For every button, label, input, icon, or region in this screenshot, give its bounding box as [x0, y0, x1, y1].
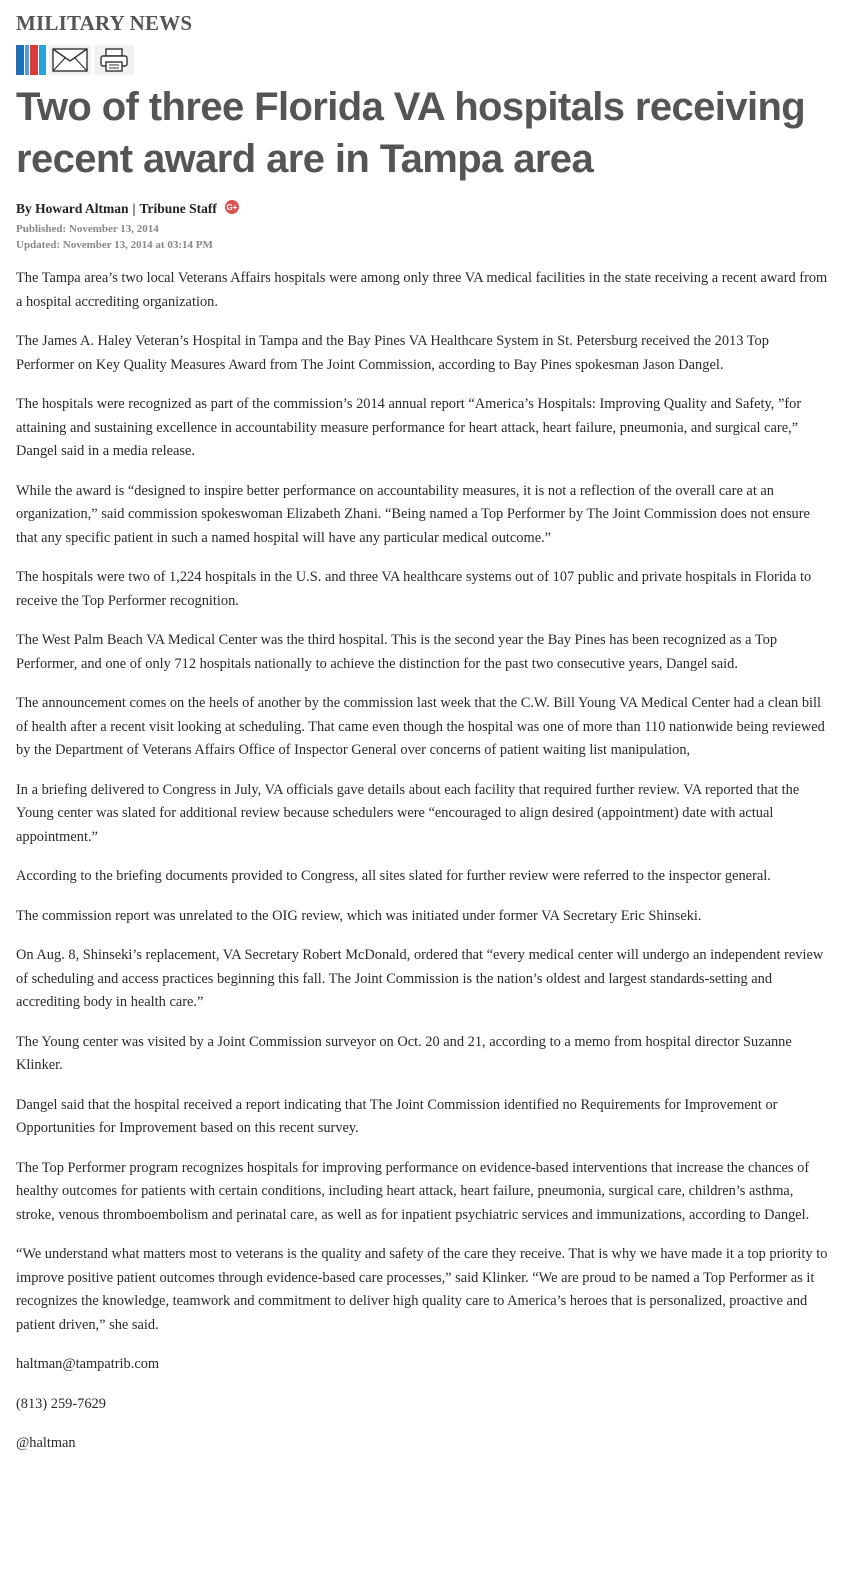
paragraph: Dangel said that the hospital received a report indicating that The Joint Commission identified no Requirements for Improvement or Opportunities for Improvement based on this recent survey.: [16, 1096, 778, 1136]
updated-date: Updated: November 13, 2014 at 03:14 PM: [16, 239, 213, 251]
contact-phone: (813) 259-7629: [16, 1395, 106, 1412]
print-icon: [99, 47, 129, 73]
section-label[interactable]: MILITARY NEWS: [16, 11, 193, 35]
share-bar: [16, 45, 828, 75]
paragraph: The announcement comes on the heels of another by the commission last week that the C.W. Bill Young VA Medical Center had a clean bill of health after a recent visit looking at scheduling. That came even though the hospital was one of more than 110 nationwide being reviewed by the Department of Veterans Affairs Office of Inspector General over concerns of patient waiting list manipulation,: [16, 695, 825, 758]
author-name[interactable]: By Howard Altman: [16, 201, 129, 216]
paragraph: While the award is “designed to inspire better performance on accountability measures, it is not a reflection of the overall care at an organization,” said commission spokeswoman Elizabeth Zhani. “Being named a Top Performer by The Joint Commission does not ensure that any specific patient in such a named hospital will have any particular medical outcome.”: [16, 482, 810, 546]
contact-email[interactable]: haltman@tampatrib.com: [16, 1356, 160, 1372]
paragraph: On Aug. 8, Shinseki’s replacement, VA Secretary Robert McDonald, ordered that “every medical center will undergo an independent review of scheduling and access practices beginning this fall. The Joint Commission is the nation’s oldest and largest standards-setting and accrediting body in health care.”: [16, 947, 824, 1010]
paragraph: The James A. Haley Veteran’s Hospital in Tampa and the Bay Pines VA Healthcare System in St. Petersburg received the 2013 Top Performer on Key Quality Measures Award from The Joint Commission, according to Bay Pines spokesman Jason Dangel.: [16, 333, 769, 373]
byline-separator: |: [132, 201, 136, 216]
headline: Two of three Florida VA hospitals receiving recent award are in Tampa area: [16, 85, 806, 181]
mail-icon: [52, 48, 88, 72]
byline: [16, 201, 828, 217]
google-plus-icon[interactable]: G+: [225, 200, 239, 214]
article: [16, 0, 828, 1472]
share-button[interactable]: [16, 45, 46, 75]
paragraph: The hospitals were two of 1,224 hospitals in the U.S. and three VA healthcare systems out of 107 public and private hospitals in Florida to receive the Top Performer recognition.: [16, 569, 812, 609]
paragraph: The West Palm Beach VA Medical Center was the third hospital. This is the second year the Bay Pines has been recognized as a Top Performer, and one of only 712 hospitals nationally to achieve the distinction for the past two consecutive years, Dangel said.: [16, 632, 778, 672]
paragraph: The Top Performer program recognizes hospitals for improving performance on evidence-based interventions that increase the chances of healthy outcomes for patients with certain conditions, including heart attack, heart failure, pneumonia, surgical care, children’s asthma, stroke, venous thromboembolism and perinatal care, as well as for inpatient psychiatric services and immunizations, according to Dangel.: [16, 1159, 810, 1223]
paragraph: The commission report was unrelated to the OIG review, which was initiated under former VA Secretary Eric Shinseki.: [16, 907, 702, 924]
bookmark-share-icon: [16, 45, 46, 75]
contact-twitter[interactable]: @haltman: [16, 1435, 76, 1451]
paragraph: In a briefing delivered to Congress in July, VA officials gave details about each facility that required further review. VA reported that the Young center was slated for additional review because schedulers were “encouraged to align desired (appointment) date with actual appointment.”: [16, 781, 800, 845]
paragraph: The Tampa area’s two local Veterans Affairs hospitals were among only three VA medical facilities in the state receiving a recent award from a hospital accrediting organization.: [16, 270, 828, 310]
print-button[interactable]: [94, 45, 134, 75]
paragraph: “We understand what matters most to veterans is the quality and safety of the care they receive. That is why we have made it a top priority to improve positive patient outcomes through evidence-based care processes,” said Klinker. “We are proud to be named a Top Performer as it recognizes the knowledge, teamwork and commitment to deliver high quality care to America’s heroes that is personalized, proactive and patient driven,” she said.: [16, 1246, 828, 1333]
paragraph: The hospitals were recognized as part of the commission’s 2014 annual report “America’s Hospitals: Improving Quality and Safety, ”for attaining and sustaining excellence in accountability measure performance for heart attack, heart failure, pneumonia, and surgical care,” Dangel said in a media release.: [16, 396, 802, 459]
paragraph: According to the briefing documents provided to Congress, all sites slated for further review were referred to the inspector general.: [16, 868, 771, 884]
article-body: [16, 267, 828, 1456]
paragraph: The Young center was visited by a Joint Commission surveyor on Oct. 20 and 21, according to a memo from hospital director Suzanne Klinker.: [16, 1033, 792, 1073]
published-date: Published: November 13, 2014: [16, 223, 159, 235]
email-button[interactable]: [49, 45, 91, 75]
author-org: Tribune Staff: [139, 201, 217, 216]
